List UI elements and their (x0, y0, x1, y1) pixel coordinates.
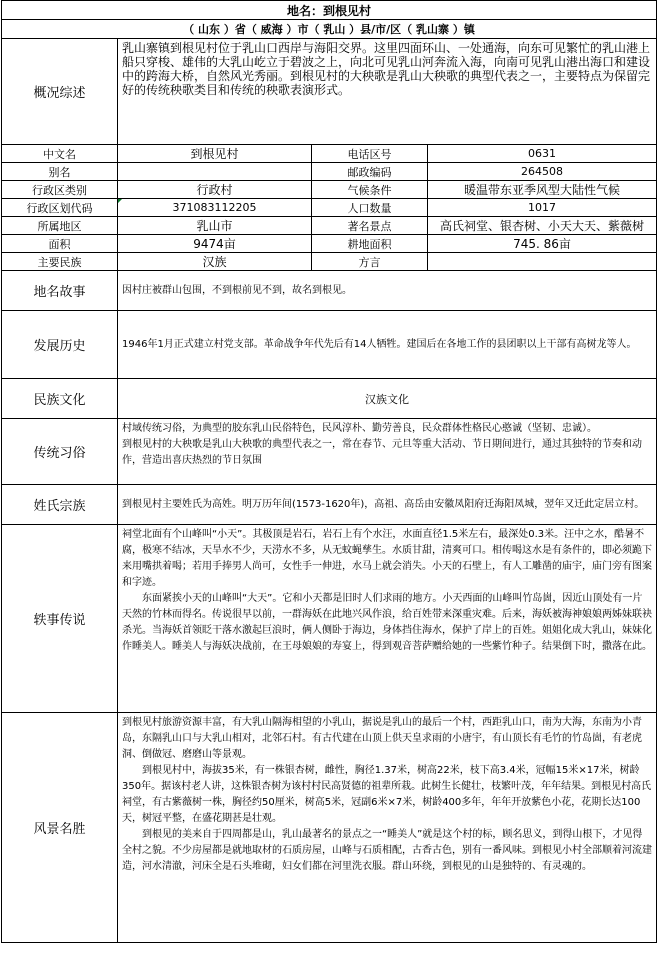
overview-label: 概况综述 (2, 39, 118, 145)
scenery-paragraph: 到根见村旅游资源丰富，有大乳山隔海相望的小乳山，据说是乳山的最后一个村，西距乳山口，南为大海，东南为小青岛，东隔乳山口与大乳山相对，北邻石村。有古代建在山顶上供天皇求雨的小唐宇，有山顶长有毛竹的竹岛崮，有老虎洞、倒做冠、磨磨山等景观。 (122, 717, 642, 760)
division-code-label: 行政区划代码 (2, 199, 118, 217)
dialect-label: 方言 (312, 253, 428, 271)
scenery-text (118, 713, 657, 943)
history-text: 1946年1月正式建立村党支部。革命战争年代先后有14人牺牲。建国后在各地工作的县团职以上干部有高树龙等人。 (118, 311, 657, 379)
legend-paragraph: 祠堂北面有个山峰叫“小天”。其极顶是岩石，岩石上有个水汪，水面直径1.5米左右，最深处0.3米。汪中之水，酷暑不腐，极寒不结冰，天旱水不少，天涝水不多，从无蚊蝇孳生。水质甘甜，清爽可口。相传喝这水是有条件的，即必须跪下来用嘴拱着喝；若用手捧男人尚可，女性手一伸进，水马上就会消失。小天的石壁上，有人工雕凿的庙宇，庙门旁有图案和字迹。 (122, 529, 652, 588)
dialect-value (428, 253, 657, 271)
village-info-table (1, 0, 657, 943)
ethnic-value: 汉族 (118, 253, 312, 271)
division-code-value: 371083112205 (118, 199, 312, 217)
chinese-name-value: 到根见村 (118, 145, 312, 163)
scenery-paragraph: 到根见的美来自于四周都是山，乳山最著名的景点之一“睡美人”就是这个村的标，顾名思义，到得山根下，才见得全村之貌。不少房屋都是就地取材的石质房屋，山峰与石质相配，古香古色，别有一番风味。到根见小村全部顺着河流建造，河水清澈，河床全是石头堆砌，妇女们都在河里洗衣服。群山环绕，到根见的山是独特的、有灵魂的。 (122, 829, 652, 872)
customs-label: 传统习俗 (2, 419, 118, 485)
history-label: 发展历史 (2, 311, 118, 379)
admin-category-value: 行政村 (118, 181, 312, 199)
customs-text (118, 419, 657, 485)
scenery-label: 风景名胜 (2, 713, 118, 943)
scenery-paragraph: 到根见村中，海拔35米，有一株银杏树，雌性，胸径1.37米，树高22米，枝下高3.4米，冠幅15米×17米，树龄350年。据该村老人讲，这株银杏树为该村村民高贤德的祖辈所栽。此树生长健壮，枝繁叶茂，年年结果。到根见村高氏祠堂，有古紫薇树一株，胸径约50厘米，树高5米，冠副6米×7米，树龄400多年，年年开放紫色小花，花期长达100天，树冠平整，在盛花期甚是壮观。 (122, 765, 652, 824)
postal-code-label: 邮政编码 (312, 163, 428, 181)
ethnic-label: 主要民族 (2, 253, 118, 271)
farmland-value: 745. 86亩 (428, 235, 657, 253)
admin-division-line: （ 山东 ）省（ 威海 ）市（ 乳山 ）县/市/区（ 乳山寨 ）镇 (2, 20, 657, 39)
region-label: 所属地区 (2, 217, 118, 235)
postal-code-value: 264508 (428, 163, 657, 181)
page-title: 地名：到根见村 (2, 1, 657, 20)
area-value: 9474亩 (118, 235, 312, 253)
climate-value: 暖温带东亚季风型大陆性气候 (428, 181, 657, 199)
population-label: 人口数量 (312, 199, 428, 217)
legend-paragraph: 东面紧挨小天的山峰叫“大天”。它和小天都是旧时人们求雨的地方。小天西面的山峰叫竹岛崮，因近山顶处有一片天然的竹林而得名。传说很早以前，一群海妖在此地兴风作浪，给百姓带来深重灾难。后来，海妖被海神娘娘两姊妹联袂杀光。当海妖首领眨干落水激起巨浪时，俩人侧卧于海边，身体挡住海水，保护了岸上的百姓。姐姐化成大乳山，妹妹化作睡美人。睡美人与海妖决战前，在王母娘娘的寿宴上，得到观音菩萨赠给她的一些紫竹种子。结果倒下时，撒落在此。 (122, 593, 652, 652)
phone-code-label: 电话区号 (312, 145, 428, 163)
scenic-spots-value: 高氏祠堂、银杏树、小天大天、紫薇树 (428, 217, 657, 235)
population-value: 1017 (428, 199, 657, 217)
farmland-label: 耕地面积 (312, 235, 428, 253)
surname-label: 姓氏宗族 (2, 485, 118, 525)
legend-text (118, 525, 657, 713)
overview-text: 乳山寨镇到根见村位于乳山口西岸与海阳交界。这里四面环山、一处通海，向东可见繁忙的乳山港上船只穿梭、雄伟的大乳山屹立于碧波之上，向北可见乳山河奔流入海，向南可见乳山港出海口和建设中的跨海大桥，自然风光秀丽。到根见村的大秧歌是乳山大秧歌的典型代表之一，主要特点为保留完好的传统秧歌类目和传统的秧歌表演形式。 (118, 39, 657, 145)
culture-label: 民族文化 (2, 379, 118, 419)
chinese-name-label: 中文名 (2, 145, 118, 163)
scenic-spots-label: 著名景点 (312, 217, 428, 235)
admin-category-label: 行政区类别 (2, 181, 118, 199)
story-text: 因村庄被群山包围，不到根前见不到，故名到根见。 (118, 271, 657, 311)
alias-value (118, 163, 312, 181)
alias-label: 别名 (2, 163, 118, 181)
story-label: 地名故事 (2, 271, 118, 311)
customs-paragraph: 到根见村的大秧歌是乳山大秧歌的典型代表之一，常在春节、元旦等重大活动、节日期间进行，通过其独特的节奏和动作，营造出喜庆热烈的节日氛围 (122, 439, 642, 466)
phone-code-value: 0631 (428, 145, 657, 163)
climate-label: 气候条件 (312, 181, 428, 199)
region-value: 乳山市 (118, 217, 312, 235)
legend-label: 轶事传说 (2, 525, 118, 713)
surname-text: 到根见村主要姓氏为高姓。明万历年间(1573-1620年)，高祖、高岳由安徽凤阳府迁海阳凤城，翌年又迁此定居立村。 (118, 485, 657, 525)
customs-paragraph: 村域传统习俗，为典型的胶东乳山民俗特色，民风淳朴、勤劳善良，民众群体性格民心憨诚（坚韧、忠诚）。 (122, 423, 597, 434)
culture-text: 汉族文化 (118, 379, 657, 419)
area-label: 面积 (2, 235, 118, 253)
